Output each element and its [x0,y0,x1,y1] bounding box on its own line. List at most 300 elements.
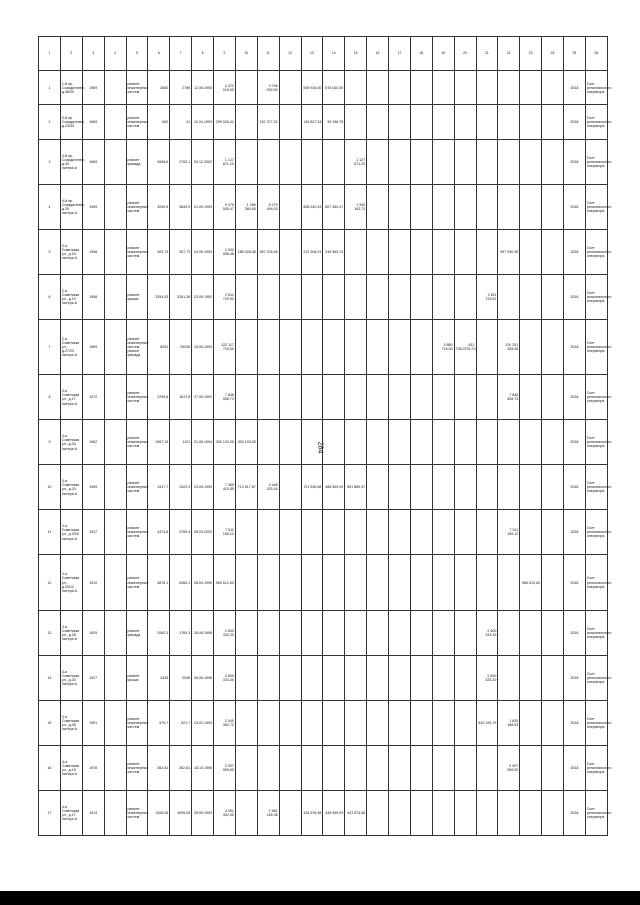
cell-c19 [432,555,454,611]
cell-c22: 7 846 508,73 [498,375,520,420]
cell-c15: 1 127 671,20 [345,139,367,184]
cell-c11 [257,655,279,700]
cell-addr: 3-я Советская ул., д.34 литера А [60,420,82,465]
cell-c13 [301,139,323,184]
cell-c7: 1923,3 [170,465,192,510]
cell-area: 362,81 [148,745,170,790]
cell-c23 [520,420,542,465]
column-number-cell: 1 [39,37,61,71]
cell-c12 [279,700,301,745]
column-number-cell: 22 [498,37,520,71]
cell-n: 17 [39,790,61,835]
cell-c12 [279,510,301,555]
cell-year: 1972 [82,375,104,420]
cell-c16 [367,319,389,375]
cell-area: 2295,8 [148,375,170,420]
cell-c20 [454,105,476,139]
cell-c18 [410,655,432,700]
cell-c4 [104,105,126,139]
cell-c13: 145 827,34 [301,105,323,139]
cell-c21: 2 811 729,52 [476,274,498,319]
cell-c15 [345,745,367,790]
cell-c20 [454,420,476,465]
cell-c8: 18.10.1996 [192,745,214,790]
cell-c14: 39 348,75 [323,105,345,139]
cell-c8: 28.04.1999 [192,555,214,611]
cell-c9: 7 511 169,12 [214,510,236,555]
cell-c7: 3281,38 [170,274,192,319]
cell-c9: 122 117 719,00 [214,319,236,375]
column-number-cell: 14 [323,37,345,71]
cell-c10 [235,745,257,790]
cell-c10 [235,139,257,184]
cell-c4 [104,700,126,745]
cell-desc: ремонт крыши [126,274,148,319]
cell-n: 2 [39,105,61,139]
cell-c17 [389,745,411,790]
cell-c12 [279,555,301,611]
cell-c12 [279,71,301,105]
cell-c18 [410,610,432,655]
cell-c21 [476,745,498,790]
cell-c4 [104,184,126,229]
cell-c23 [520,105,542,139]
cell-c20 [454,555,476,611]
cell-c23 [520,745,542,790]
cell-c16 [367,790,389,835]
cell-desc: ремонт фасада [126,139,148,184]
cell-year: 1958 [82,274,104,319]
cell-desc: ремонт инженерных систем [126,375,148,420]
cell-year: 1927 [82,655,104,700]
cell-c25: 2018 [564,229,586,274]
cell-year: 1962 [82,420,104,465]
cell-c16 [367,465,389,510]
cell-c23 [520,790,542,835]
cell-c8: 03.12.2002 [192,139,214,184]
cell-c8: 26.08.1998 [192,655,214,700]
cell-addr: 2-я Советская ул., д.19 литера А [60,274,82,319]
cell-year: 1969 [82,71,104,105]
cell-c8: 17.05.1992 [192,375,214,420]
cell-addr: 3-й пр. Созидателей, д.25 литера А [60,139,82,184]
cell-desc: ремонт инженерных систем [126,105,148,139]
cell-c15: 651 889,37 [345,465,367,510]
cell-c20 [454,610,476,655]
cell-c16 [367,139,389,184]
cell-n: 16 [39,745,61,790]
cell-c22 [498,610,520,655]
column-number-cell: 13 [301,37,323,71]
cell-c26: Счет регионального оператора [585,274,607,319]
cell-n: 8 [39,375,61,420]
cell-n: 9 [39,420,61,465]
table-row [39,139,608,184]
cell-desc: ремонт инженерных систем [126,465,148,510]
cell-addr: 3-я Советская ул., д.28 литера А [60,610,82,655]
cell-c17 [389,274,411,319]
table-row [39,420,608,465]
cell-c13: 808 240,43 [301,184,323,229]
cell-c14: 468 509,00 [323,465,345,510]
cell-c16 [367,655,389,700]
cell-c4 [104,420,126,465]
cell-c7: 1769,3 [170,610,192,655]
cell-c11 [257,420,279,465]
cell-desc: ремонт инженерных систем [126,184,148,229]
cell-c4 [104,139,126,184]
cell-c15 [345,420,367,465]
cell-c20 [454,790,476,835]
cell-c21 [476,229,498,274]
cell-c25: 2018 [564,139,586,184]
cell-n: 15 [39,700,61,745]
cell-c19 [432,375,454,420]
cell-c11 [257,319,279,375]
cell-c15 [345,655,367,700]
cell-c24 [542,139,564,184]
cell-c20 [454,71,476,105]
cell-c9: 1 127 671,20 [214,139,236,184]
table-row [39,610,608,655]
cell-c16 [367,274,389,319]
cell-c26: Счет регионального оператора [585,139,607,184]
cell-year: 1913 [82,790,104,835]
cell-c7: 2046 [170,655,192,700]
cell-c16 [367,555,389,611]
cell-c11: 2 961 155,38 [257,790,279,835]
cell-addr: 3-я Советская ул., д.20/5 литера А [60,510,82,555]
cell-c4 [104,655,126,700]
cell-c8: 26.08.1998 [192,610,214,655]
cell-n: 12 [39,555,61,611]
cell-c11 [257,700,279,745]
cell-c26: Счет регионального оператора [585,105,607,139]
cell-c10 [235,274,257,319]
cell-c23 [520,700,542,745]
cell-c10: 300 103,05 [235,420,257,465]
cell-c14 [323,700,345,745]
cell-c9: 2 002 096,46 [214,229,236,274]
cell-c24 [542,465,564,510]
cell-c13 [301,274,323,319]
cell-desc: ремонт крыши [126,655,148,700]
cell-c21 [476,375,498,420]
cell-addr: 4-я Советская ул., д.15 литера А [60,745,82,790]
table-row [39,555,608,611]
cell-c22 [498,139,520,184]
cell-c9: 2 007 959,50 [214,745,236,790]
cell-c16 [367,184,389,229]
cell-c24 [542,420,564,465]
cell-c25: 2018 [564,610,586,655]
cell-c14 [323,139,345,184]
table-row [39,71,608,105]
table-body [39,37,612,836]
cell-c26: Счет регионального оператора [585,319,607,375]
cell-c8: 12.04.1993 [192,105,214,139]
cell-c20 [454,274,476,319]
cell-c25: 2018 [564,655,586,700]
cell-c4 [104,71,126,105]
cell-c9: 4 051 402,00 [214,790,236,835]
cell-c7: 1101 [170,420,192,465]
cell-c8: 23.05.1994 [192,465,214,510]
cell-addr: 3-я Советская ул., д.17 литера А [60,375,82,420]
cell-c16 [367,510,389,555]
cell-c10: 1 396 380,65 [235,184,257,229]
cell-c10 [235,319,257,375]
cell-c9: 7 846 508,73 [214,375,236,420]
cell-c14 [323,510,345,555]
cell-c20 [454,229,476,274]
cell-c18 [410,274,432,319]
cell-c24 [542,790,564,835]
cell-c12 [279,274,301,319]
cell-c19 [432,229,454,274]
cell-c22: 120 251 285,95 [498,319,520,375]
cell-c15: 441 574,68 [345,790,367,835]
cell-desc: ремонт инженерных систем, ремонт фасада [126,319,148,375]
cell-c12 [279,655,301,700]
cell-c12 [279,745,301,790]
cell-c25: 2018 [564,105,586,139]
cell-c22 [498,105,520,139]
cell-c16 [367,105,389,139]
cell-c10 [235,555,257,611]
cell-c23 [520,375,542,420]
cell-c18 [410,139,432,184]
column-number-cell: 12 [279,37,301,71]
cell-c14 [323,420,345,465]
cell-year: 1937 [82,510,104,555]
cell-year: 1969 [82,105,104,139]
cell-c11 [257,375,279,420]
cell-c4 [104,465,126,510]
cell-c26: Счет регионального оператора [585,790,607,835]
cell-c11: 967 378,46 [257,229,279,274]
column-number-cell: 15 [345,37,367,71]
cell-addr: 4-й пр. Созидателей, д.25 литера А [60,184,82,229]
cell-c16 [367,229,389,274]
cell-c12 [279,105,301,139]
cell-c14: 607 450,47 [323,184,345,229]
cell-c18 [410,745,432,790]
cell-c18 [410,71,432,105]
cell-desc: ремонт инженерных систем [126,510,148,555]
cell-c9: 7 369 410,85 [214,465,236,510]
column-number-cell: 24 [542,37,564,71]
cell-c21 [476,319,498,375]
cell-c9: 2 811 729,52 [214,274,236,319]
cell-c18 [410,555,432,611]
cell-c8: 23.09.1992 [192,274,214,319]
cell-c22 [498,465,520,510]
table-row [39,655,608,700]
cell-c12 [279,375,301,420]
cell-c21: 2 600 333,30 [476,655,498,700]
cell-addr: 3-я Советская ул., д.35 литера А [60,700,82,745]
scan-bottom-edge [0,891,640,905]
cell-c19 [432,745,454,790]
cell-area: 5878,1 [148,555,170,611]
cell-c24 [542,229,564,274]
cell-c26: Счет регионального оператора [585,420,607,465]
cell-c22 [498,555,520,611]
cell-c19 [432,420,454,465]
cell-c10 [235,790,257,835]
cell-c11: 5 279 494,03 [257,184,279,229]
cell-area: 575,7 [148,700,170,745]
cell-c14 [323,274,345,319]
cell-c10 [235,700,257,745]
cell-n: 14 [39,655,61,700]
cell-c15: 1 340 163,72 [345,184,367,229]
cell-c7: 357,73 [170,229,192,274]
cell-c9: 2 440 382,72 [214,700,236,745]
cell-c7: 362,81 [170,745,192,790]
cell-c20 [454,510,476,555]
cell-c17 [389,465,411,510]
cell-c12 [279,319,301,375]
cell-c18 [410,319,432,375]
cell-c11 [257,274,279,319]
column-number-cell: 8 [192,37,214,71]
table-row [39,105,608,139]
cell-c9: 299 526,41 [214,105,236,139]
cell-c4 [104,274,126,319]
cell-c15 [345,274,367,319]
cell-c16 [367,700,389,745]
cell-addr: 3-я Советская ул., д.30 литера А [60,655,82,700]
cell-c13: 212 308,91 [301,229,323,274]
cell-c25: 2018 [564,71,586,105]
cell-c15 [345,555,367,611]
cell-c21 [476,71,498,105]
cell-c7: 3849,9 [170,184,192,229]
cell-c24 [542,745,564,790]
cell-c23 [520,139,542,184]
cell-c21 [476,420,498,465]
cell-c10 [235,610,257,655]
cell-c21 [476,184,498,229]
cell-c18 [410,790,432,835]
capital-repair-table [38,36,612,836]
column-number-cell: 23 [520,37,542,71]
cell-c17 [389,610,411,655]
cell-c18 [410,375,432,420]
cell-c7: 521,7 [170,700,192,745]
cell-addr: 2-я Советская ул., д.15 литера А [60,229,82,274]
cell-c10 [235,510,257,555]
cell-c22 [498,655,520,700]
cell-c19 [432,184,454,229]
cell-c11 [257,745,279,790]
cell-c20 [454,375,476,420]
cell-c4 [104,790,126,835]
cell-c23 [520,184,542,229]
cell-c17 [389,375,411,420]
cell-c12 [279,790,301,835]
cell-c19 [432,655,454,700]
cell-c25: 2018 [564,555,586,611]
column-number-cell: 10 [235,37,257,71]
cell-c13 [301,610,323,655]
cell-c12 [279,139,301,184]
cell-addr: 1-й пр. Созидателей, д.38/30 [60,71,82,105]
cell-c15 [345,510,367,555]
cell-c13 [301,555,323,611]
cell-c16 [367,71,389,105]
cell-c7: 5365,1 [170,555,192,611]
column-number-cell: 17 [389,37,411,71]
cell-c19 [432,274,454,319]
cell-n: 4 [39,184,61,229]
cell-c25: 2018 [564,184,586,229]
cell-c12 [279,610,301,655]
cell-c19: 5 860 716,00 [432,319,454,375]
column-number-cell: 18 [410,37,432,71]
cell-c24 [542,610,564,655]
cell-desc: ремонт инженерных систем [126,555,148,611]
cell-c21: 2 600 333,30 [476,610,498,655]
cell-n: 10 [39,465,61,510]
cell-area: 1987,15 [148,420,170,465]
cell-c22 [498,184,520,229]
cell-c14: 445 595,93 [323,790,345,835]
cell-c20 [454,745,476,790]
cell-c26: Счет регионального оператора [585,700,607,745]
cell-c19 [432,510,454,555]
cell-c4 [104,555,126,611]
cell-c14 [323,745,345,790]
cell-c20 [454,700,476,745]
cell-addr: 3-я Советская ул., д.20 литера А [60,465,82,510]
cell-c23 [520,610,542,655]
cell-c24 [542,105,564,139]
table-row [39,700,608,745]
cell-c13 [301,319,323,375]
cell-c17 [389,790,411,835]
cell-year: 1969 [82,184,104,229]
cell-c8: 13.02.1993 [192,700,214,745]
cell-c17 [389,229,411,274]
column-number-cell: 3 [82,37,104,71]
cell-c20 [454,184,476,229]
cell-c24 [542,274,564,319]
cell-c24 [542,71,564,105]
cell-c8: 26.03.2003 [192,510,214,555]
cell-c26: Счет регионального оператора [585,184,607,229]
cell-year: 1910 [82,555,104,611]
cell-c12 [279,184,301,229]
cell-c9: 9 475 505,47 [214,184,236,229]
cell-c7: 1872,8 [170,375,192,420]
column-number-cell: 9 [214,37,236,71]
cell-c12 [279,229,301,274]
cell-desc: ремонт фасада [126,610,148,655]
cell-area: 1517,7 [148,465,170,510]
column-number-cell: 20 [454,37,476,71]
cell-c17 [389,700,411,745]
cell-c20 [454,655,476,700]
cell-c26: Счет регионального оператора [585,71,607,105]
cell-c4 [104,510,126,555]
cell-c15 [345,319,367,375]
cell-c4 [104,229,126,274]
cell-c23 [520,510,542,555]
cell-year: 1991 [82,700,104,745]
